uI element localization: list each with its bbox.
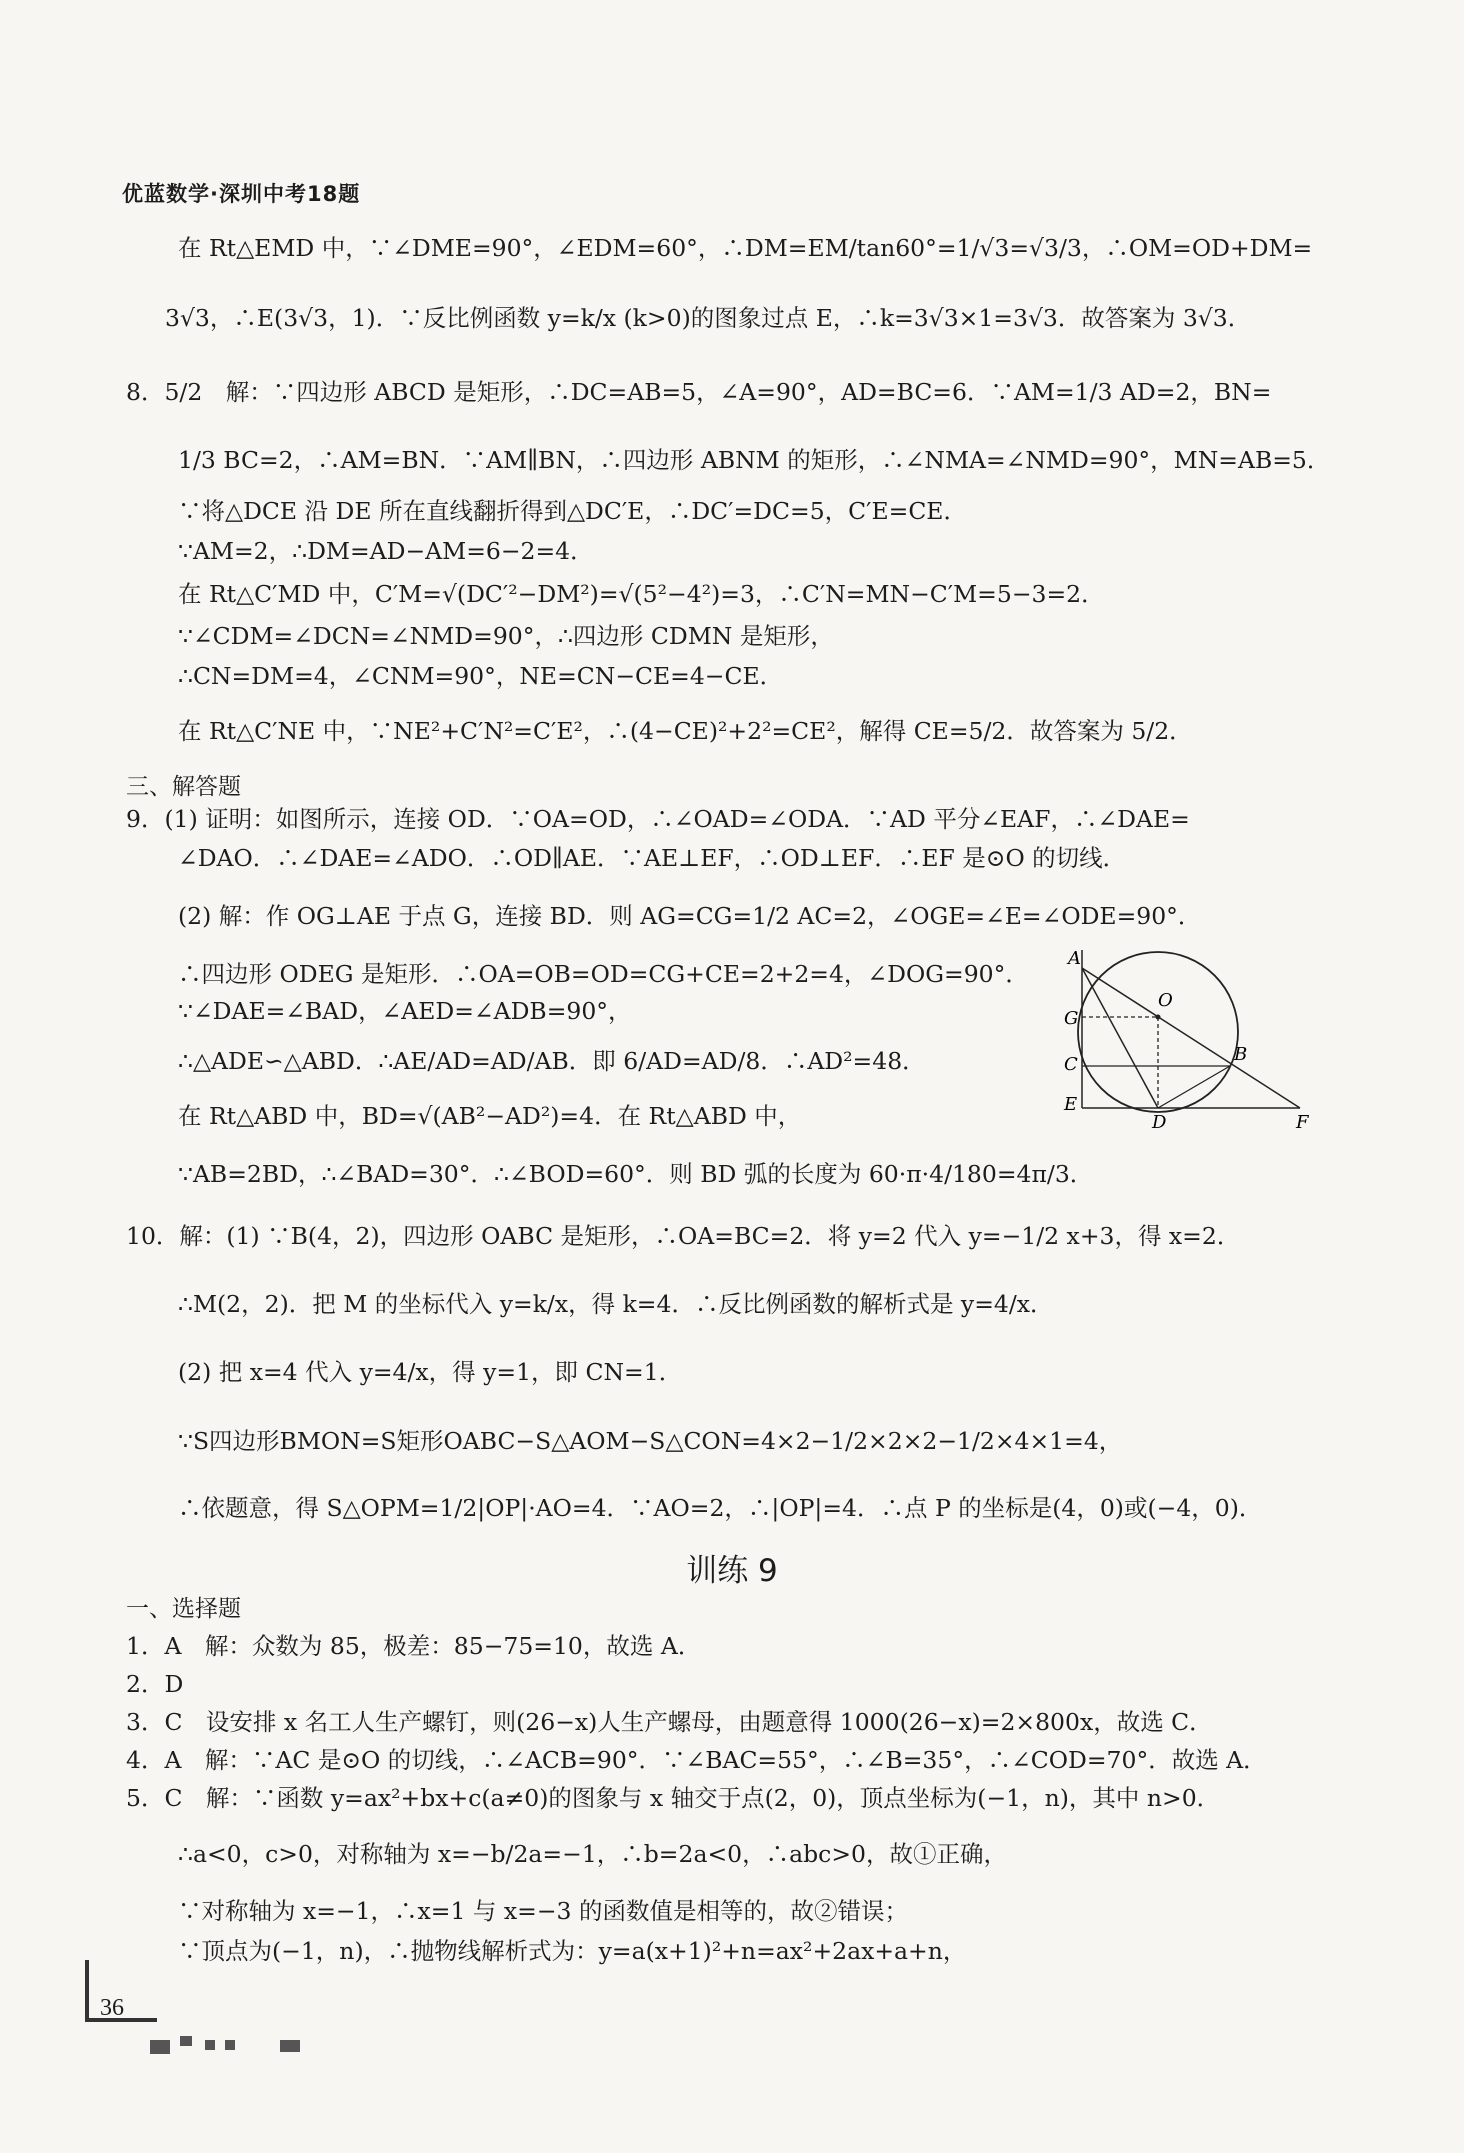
- page-number: 36: [100, 1995, 124, 2021]
- answer-line: 在 Rt△EMD 中，∵∠DME=90°，∠EDM=60°，∴DM=EM/tan60°=1/√3=√3/3，∴OM=OD+DM=: [178, 234, 1313, 262]
- fig-label-o: O: [1158, 990, 1173, 1011]
- q10-line: 10．解：(1) ∵B(4，2)，四边形 OABC 是矩形，∴OA=BC=2．将 y=2 代入 y=−1/2 x+3，得 x=2．: [126, 1222, 1241, 1250]
- choice-line: 3．C 设安排 x 名工人生产螺钉，则(26−x)人生产螺母，由题意得 1000(26−x)=2×800x，故选 C．: [126, 1708, 1213, 1736]
- q9-line: ∠DAO．∴∠DAE=∠ADO．∴OD∥AE．∵AE⊥EF，∴OD⊥EF．∴EF 是⊙O 的切线．: [178, 844, 1127, 872]
- section-heading: 三、解答题: [126, 774, 241, 800]
- geometry-figure: [1060, 950, 1320, 1130]
- answer-line: ∴CN=DM=4，∠CNM=90°，NE=CN−CE=4−CE．: [178, 662, 784, 690]
- answer-line: 在 Rt△C′MD 中，C′M=√(DC′²−DM²)=√(5²−4²)=3，∴C′N=MN−C′M=5−3=2．: [178, 580, 1105, 608]
- section-title: 训练 9: [686, 1553, 778, 1589]
- q9-line: ∵AB=2BD，∴∠BAD=30°．∴∠BOD=60°．则 BD 弧的长度为 60·π·4/180=4π/3．: [178, 1160, 1094, 1188]
- fig-label-d: D: [1152, 1112, 1167, 1130]
- q9-line: 9．(1) 证明：如图所示，连接 OD．∵OA=OD，∴∠OAD=∠ODA．∵AD 平分∠EAF，∴∠DAE=: [126, 805, 1190, 833]
- page-header: 优蓝数学·深圳中考18题: [122, 182, 361, 206]
- choice-line: ∵对称轴为 x=−1，∴x=1 与 x=−3 的函数值是相等的，故②错误；: [178, 1897, 908, 1925]
- q10-line: ∴M(2，2)．把 M 的坐标代入 y=k/x，得 k=4．∴反比例函数的解析式是 y=4/x．: [178, 1290, 1054, 1318]
- q10-line: (2) 把 x=4 代入 y=4/x，得 y=1，即 CN=1．: [178, 1358, 683, 1386]
- answer-line: 3√3，∴E(3√3，1)．∵反比例函数 y=k/x (k>0)的图象过点 E，∴k=3√3×1=3√3．故答案为 3√3．: [165, 304, 1252, 332]
- answer-line: ∵AM=2，∴DM=AD−AM=6−2=4．: [178, 537, 594, 565]
- fig-label-e: E: [1064, 1094, 1078, 1115]
- fig-label-a: A: [1068, 950, 1081, 969]
- q10-line: ∵S四边形BMON=S矩形OABC−S△AOM−S△CON=4×2−1/2×2×2−1/2×4×1=4，: [178, 1427, 1123, 1455]
- decoration: [205, 2040, 215, 2050]
- decoration: [280, 2040, 300, 2052]
- fig-label-b: B: [1234, 1044, 1248, 1065]
- q9-line: ∴△ADE∽△ABD．∴AE/AD=AD/AB．即 6/AD=AD/8．∴AD²=48．: [178, 1047, 926, 1075]
- fig-label-g: G: [1064, 1008, 1079, 1029]
- q10-line: ∴依题意，得 S△OPM=1/2|OP|·AO=4．∵AO=2，∴|OP|=4．∴点 P 的坐标是(4，0)或(−4，0)．: [178, 1494, 1263, 1522]
- choice-line: 1．A 解：众数为 85，极差：85−75=10，故选 A．: [126, 1632, 702, 1660]
- q9-line: ∵∠DAE=∠BAD，∠AED=∠ADB=90°，: [178, 997, 632, 1025]
- q9-line: 在 Rt△ABD 中，BD=√(AB²−AD²)=4．在 Rt△ABD 中，: [178, 1102, 802, 1130]
- choice-line: ∴a<0，c>0，对称轴为 x=−b/2a=−1，∴b=2a<0，∴abc>0，故①正确，: [178, 1840, 1007, 1868]
- choice-line: 5．C 解：∵函数 y=ax²+bx+c(a≠0)的图象与 x 轴交于点(2，0)，顶点坐标为(−1，n)，其中 n>0．: [126, 1784, 1221, 1812]
- choice-line: 4．A 解：∵AC 是⊙O 的切线，∴∠ACB=90°．∵∠BAC=55°，∴∠B=35°，∴∠COD=70°．故选 A．: [126, 1746, 1267, 1774]
- q9-line: ∴四边形 ODEG 是矩形．∴OA=OB=OD=CG+CE=2+2=4，∠DOG=90°．: [178, 960, 1029, 988]
- answer-line: 1/3 BC=2，∴AM=BN．∵AM∥BN，∴四边形 ABNM 的矩形，∴∠NMA=∠NMD=90°，MN=AB=5．: [178, 446, 1331, 474]
- answer-line: ∵将△DCE 沿 DE 所在直线翻折得到△DC′E，∴DC′=DC=5，C′E=CE．: [178, 497, 967, 525]
- fig-label-c: C: [1064, 1054, 1078, 1075]
- q9-line: (2) 解：作 OG⊥AE 于点 G，连接 BD．则 AG=CG=1/2 AC=2，∠OGE=∠E=∠ODE=90°．: [178, 902, 1202, 930]
- answer-line: 在 Rt△C′NE 中，∵NE²+C′N²=C′E²，∴(4−CE)²+2²=CE²，解得 CE=5/2．故答案为 5/2．: [178, 717, 1193, 745]
- answer-line: 8．5/2 解：∵四边形 ABCD 是矩形，∴DC=AB=5，∠A=90°，AD=BC=6．∵AM=1/3 AD=2，BN=: [126, 378, 1272, 406]
- fig-label-f: F: [1296, 1112, 1309, 1130]
- decoration: [225, 2040, 235, 2050]
- choice-line: ∵顶点为(−1，n)，∴抛物线解析式为：y=a(x+1)²+n=ax²+2ax+a+n，: [178, 1937, 967, 1965]
- decoration: [150, 2040, 170, 2054]
- choice-line: 2．D: [126, 1670, 184, 1698]
- answer-line: ∵∠CDM=∠DCN=∠NMD=90°，∴四边形 CDMN 是矩形，: [178, 622, 834, 650]
- section-heading: 一、选择题: [126, 1596, 241, 1622]
- decoration: [180, 2036, 192, 2046]
